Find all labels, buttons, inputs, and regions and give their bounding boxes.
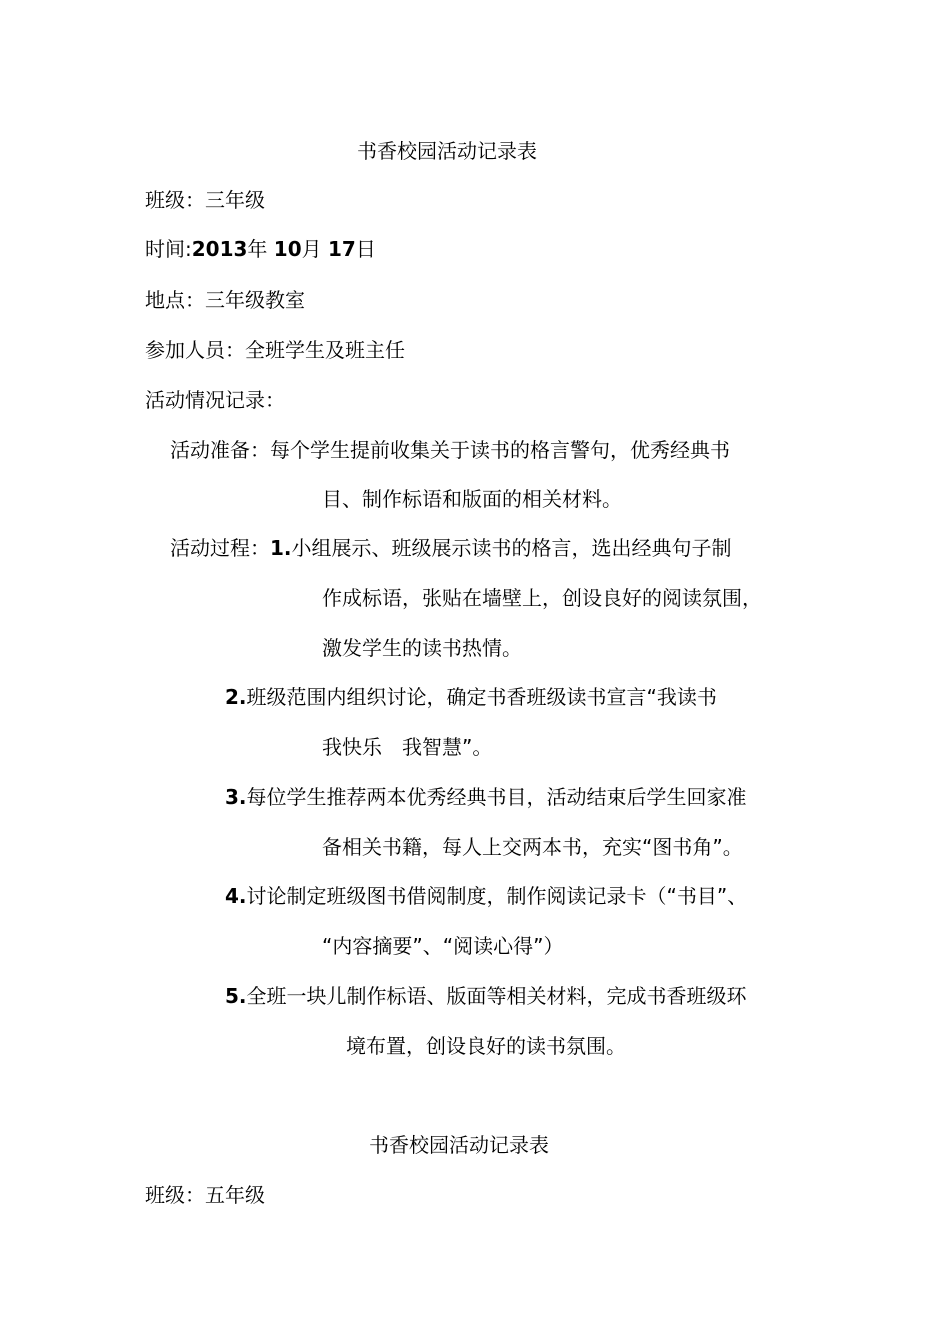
time-month-unit: 月 xyxy=(301,237,322,261)
item-4-line-2: “内容摘要”、“阅读心得”） xyxy=(322,934,564,958)
item-3-text: 每位学生推荐两本优秀经典书目，活动结束后学生回家准 xyxy=(246,785,747,809)
process-item-4 xyxy=(225,884,747,908)
record-2-title: 书香校园活动记录表 xyxy=(369,1133,549,1157)
time-month: 10 xyxy=(273,237,302,261)
record-title: 书香校园活动记录表 xyxy=(357,139,537,163)
item-2-number: 2. xyxy=(225,685,247,709)
time-year-unit: 年 xyxy=(247,237,268,261)
time-prefix: 时间: xyxy=(145,237,192,261)
place-line: 地点：三年级教室 xyxy=(145,288,305,312)
item-3-number: 3. xyxy=(225,785,247,809)
process-label: 活动过程： xyxy=(170,536,270,560)
time-day: 17 xyxy=(327,237,356,261)
item-5-line-2: 境布置，创设良好的读书氛围。 xyxy=(346,1034,626,1058)
process-item-3 xyxy=(225,785,747,809)
time-day-unit: 日 xyxy=(355,237,376,261)
item-2-text: 班级范围内组织讨论，确定书香班级读书宣言“我读书 xyxy=(246,685,717,709)
participants-line: 参加人员：全班学生及班主任 xyxy=(145,338,405,362)
item-1-text: 小组展示、班级展示读书的格言，选出经典句子制 xyxy=(291,536,732,560)
item-4-number: 4. xyxy=(225,884,247,908)
record-2-class-line: 班级：五年级 xyxy=(145,1183,265,1207)
item-5-text: 全班一块儿制作标语、版面等相关材料，完成书香班级环 xyxy=(246,984,747,1008)
record-heading: 活动情况记录： xyxy=(145,388,285,412)
item-4-text: 讨论制定班级图书借阅制度，制作阅读记录卡（“书目”、 xyxy=(246,884,748,908)
prep-line-2: 目、制作标语和版面的相关材料。 xyxy=(322,487,622,511)
process-item-2 xyxy=(225,685,717,709)
process-item-1 xyxy=(170,536,732,560)
item-1-line-2: 作成标语，张贴在墙壁上，创设良好的阅读氛围， xyxy=(322,586,762,610)
item-3-line-2: 备相关书籍，每人上交两本书，充实“图书角”。 xyxy=(322,835,743,859)
item-1-line-3: 激发学生的读书热情。 xyxy=(322,636,522,660)
item-2-line-2: 我快乐 我智慧”。 xyxy=(322,735,493,759)
prep-line-1: 活动准备：每个学生提前收集关于读书的格言警句，优秀经典书 xyxy=(170,438,730,462)
item-1-number: 1. xyxy=(270,536,292,560)
class-line: 班级：三年级 xyxy=(145,188,265,212)
time-line xyxy=(145,237,376,261)
item-5-number: 5. xyxy=(225,984,247,1008)
process-item-5 xyxy=(225,984,747,1008)
time-year: 2013 xyxy=(191,237,248,261)
